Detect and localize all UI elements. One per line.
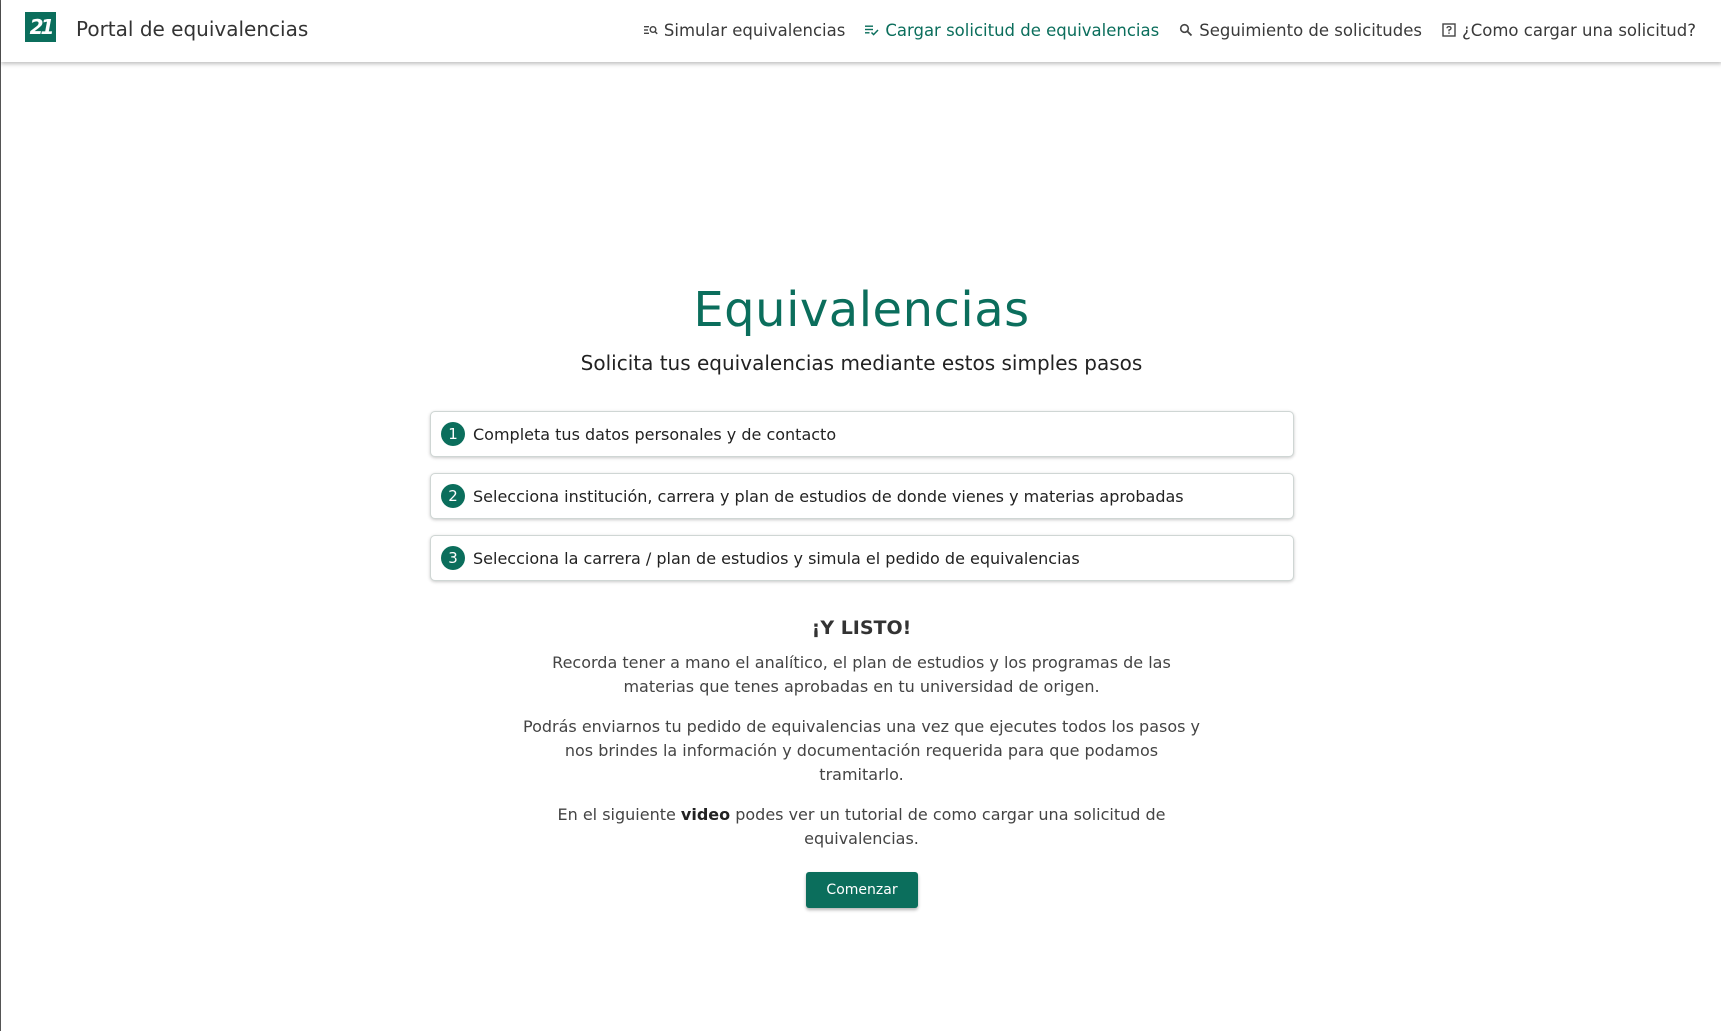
step-number-badge: 2	[441, 484, 465, 508]
nav-simular-equivalencias[interactable]	[644, 21, 845, 40]
help-box-icon	[1442, 23, 1456, 37]
info-video-post: podes ver un tutorial de como cargar una solicitud de equivalencias.	[730, 805, 1166, 848]
page-subtitle: Solicita tus equivalencias mediante estos simples pasos	[580, 351, 1143, 375]
top-app-bar	[1, 0, 1721, 62]
nav-seguimiento[interactable]	[1179, 21, 1422, 40]
video-link[interactable]: video	[680, 805, 731, 824]
logo[interactable]: 21	[25, 12, 56, 42]
info-video	[521, 803, 1202, 851]
main-nav	[644, 0, 1696, 60]
nav-label: ¿Como cargar una solicitud?	[1461, 20, 1696, 40]
step-text: Selecciona institución, carrera y plan de estudios de donde vienes y materias aprobadas	[473, 486, 1184, 506]
done-heading: ¡Y LISTO!	[811, 617, 912, 639]
steps-list	[430, 411, 1294, 597]
brand-title[interactable]: Portal de equivalencias	[76, 17, 309, 41]
nav-como-cargar[interactable]	[1442, 21, 1696, 40]
search-list-icon	[644, 23, 658, 37]
step-card	[430, 535, 1294, 581]
step-number-badge: 1	[441, 422, 465, 446]
nav-label: Cargar solicitud de equivalencias	[885, 20, 1160, 40]
start-button[interactable]: Comenzar	[806, 872, 918, 908]
step-card	[430, 473, 1294, 519]
search-icon	[1179, 23, 1193, 37]
info-submission: Podrás enviarnos tu pedido de equivalencias una vez que ejecutes todos los pasos y nos brindes la información y documentación requerida para que podamos tramitarlo.	[522, 717, 1201, 784]
step-number-badge: 3	[441, 546, 465, 570]
nav-label: Simular equivalencias	[663, 20, 846, 40]
info-reminder: Recorda tener a mano el analítico, el plan de estudios y los programas de las materias que tenes aprobadas en tu universidad de origen.	[552, 653, 1171, 696]
step-text: Selecciona la carrera / plan de estudios y simula el pedido de equivalencias	[473, 548, 1080, 568]
info-video-pre: En el siguiente	[557, 805, 681, 824]
step-card	[430, 411, 1294, 457]
step-text: Completa tus datos personales y de contacto	[473, 424, 837, 444]
page-title: Equivalencias	[693, 282, 1030, 338]
nav-cargar-solicitud[interactable]	[865, 21, 1159, 40]
playlist-check-icon	[865, 23, 879, 37]
nav-label: Seguimiento de solicitudes	[1199, 20, 1422, 40]
